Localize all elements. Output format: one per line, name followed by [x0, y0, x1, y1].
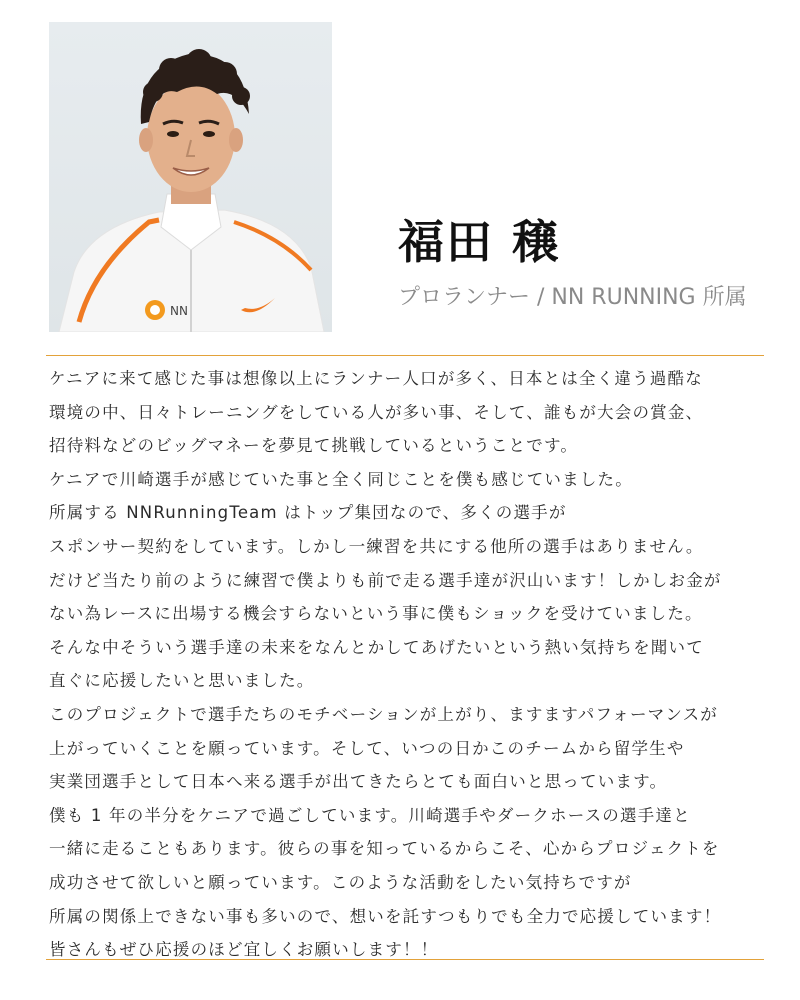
message-line: 実業団選手として日本へ来る選手が出てきたらとても面白いと思っています。 — [49, 772, 668, 792]
message-line: 所属の関係上できない事も多いので、想いを託すつもりでも全力で応援しています！ — [49, 906, 722, 926]
message-line: そんな中そういう選手達の未来をなんとかしてあげたいという熱い気持ちを聞いて — [49, 637, 704, 657]
message-line: ケニアで川崎選手が感じていた事と全く同じことを僕も感じていました。 — [49, 469, 633, 489]
message-line: 僕も 1 年の半分をケニアで過ごしています。川崎選手やダークホースの選手達と — [49, 805, 691, 825]
profile-photo — [49, 22, 332, 332]
message-line: 上がっていくことを願っています。そして、いつの日かこのチームから留学生や — [49, 738, 685, 758]
top-divider — [46, 355, 764, 356]
message-line: スポンサー契約をしています。しかし一練習を共にする他所の選手はありません。 — [49, 536, 704, 556]
message-line: ケニアに来て感じた事は想像以上にランナー人口が多く、日本とは全く違う過酷な — [49, 369, 703, 388]
bottom-divider — [46, 959, 764, 960]
message-line: 直ぐに応援したいと思いました。 — [49, 671, 315, 691]
message-line: 皆さんもぜひ応援のほど宜しくお願いします！！ — [49, 940, 439, 960]
message-line: ない為レースに出場する機会すらないという事に僕もショックを受けていました。 — [49, 604, 703, 624]
nn-logo-text: NN — [170, 304, 188, 318]
message-line: 成功させて欲しいと願っています。このような活動をしたい気持ちですが — [49, 872, 632, 892]
message-line: だけど当たり前のように練習で僕よりも前で走る選手達が沢山います！しかしお金が — [49, 570, 722, 590]
message-line: このプロジェクトで選手たちのモチベーションが上がり、ますますパフォーマンスが — [49, 704, 718, 724]
message-line: 一緒に走ることもあります。彼らの事を知っているからこそ、心からプロジェクトを — [49, 839, 720, 859]
message-line: 環境の中、日々トレーニングをしている人が多い事、そして、誰もが大会の賞金、 — [49, 402, 704, 422]
message-line: 所属する NNRunningTeam はトップ集団なので、多くの選手が — [49, 503, 567, 523]
message-body — [49, 362, 779, 967]
message-line: 招待料などのビッグマネーを夢見て挑戦しているということです。 — [49, 436, 579, 456]
runner-affiliation: プロランナー / NN RUNNING 所属 — [398, 285, 747, 310]
runner-name: 福田 穣 — [398, 215, 561, 269]
